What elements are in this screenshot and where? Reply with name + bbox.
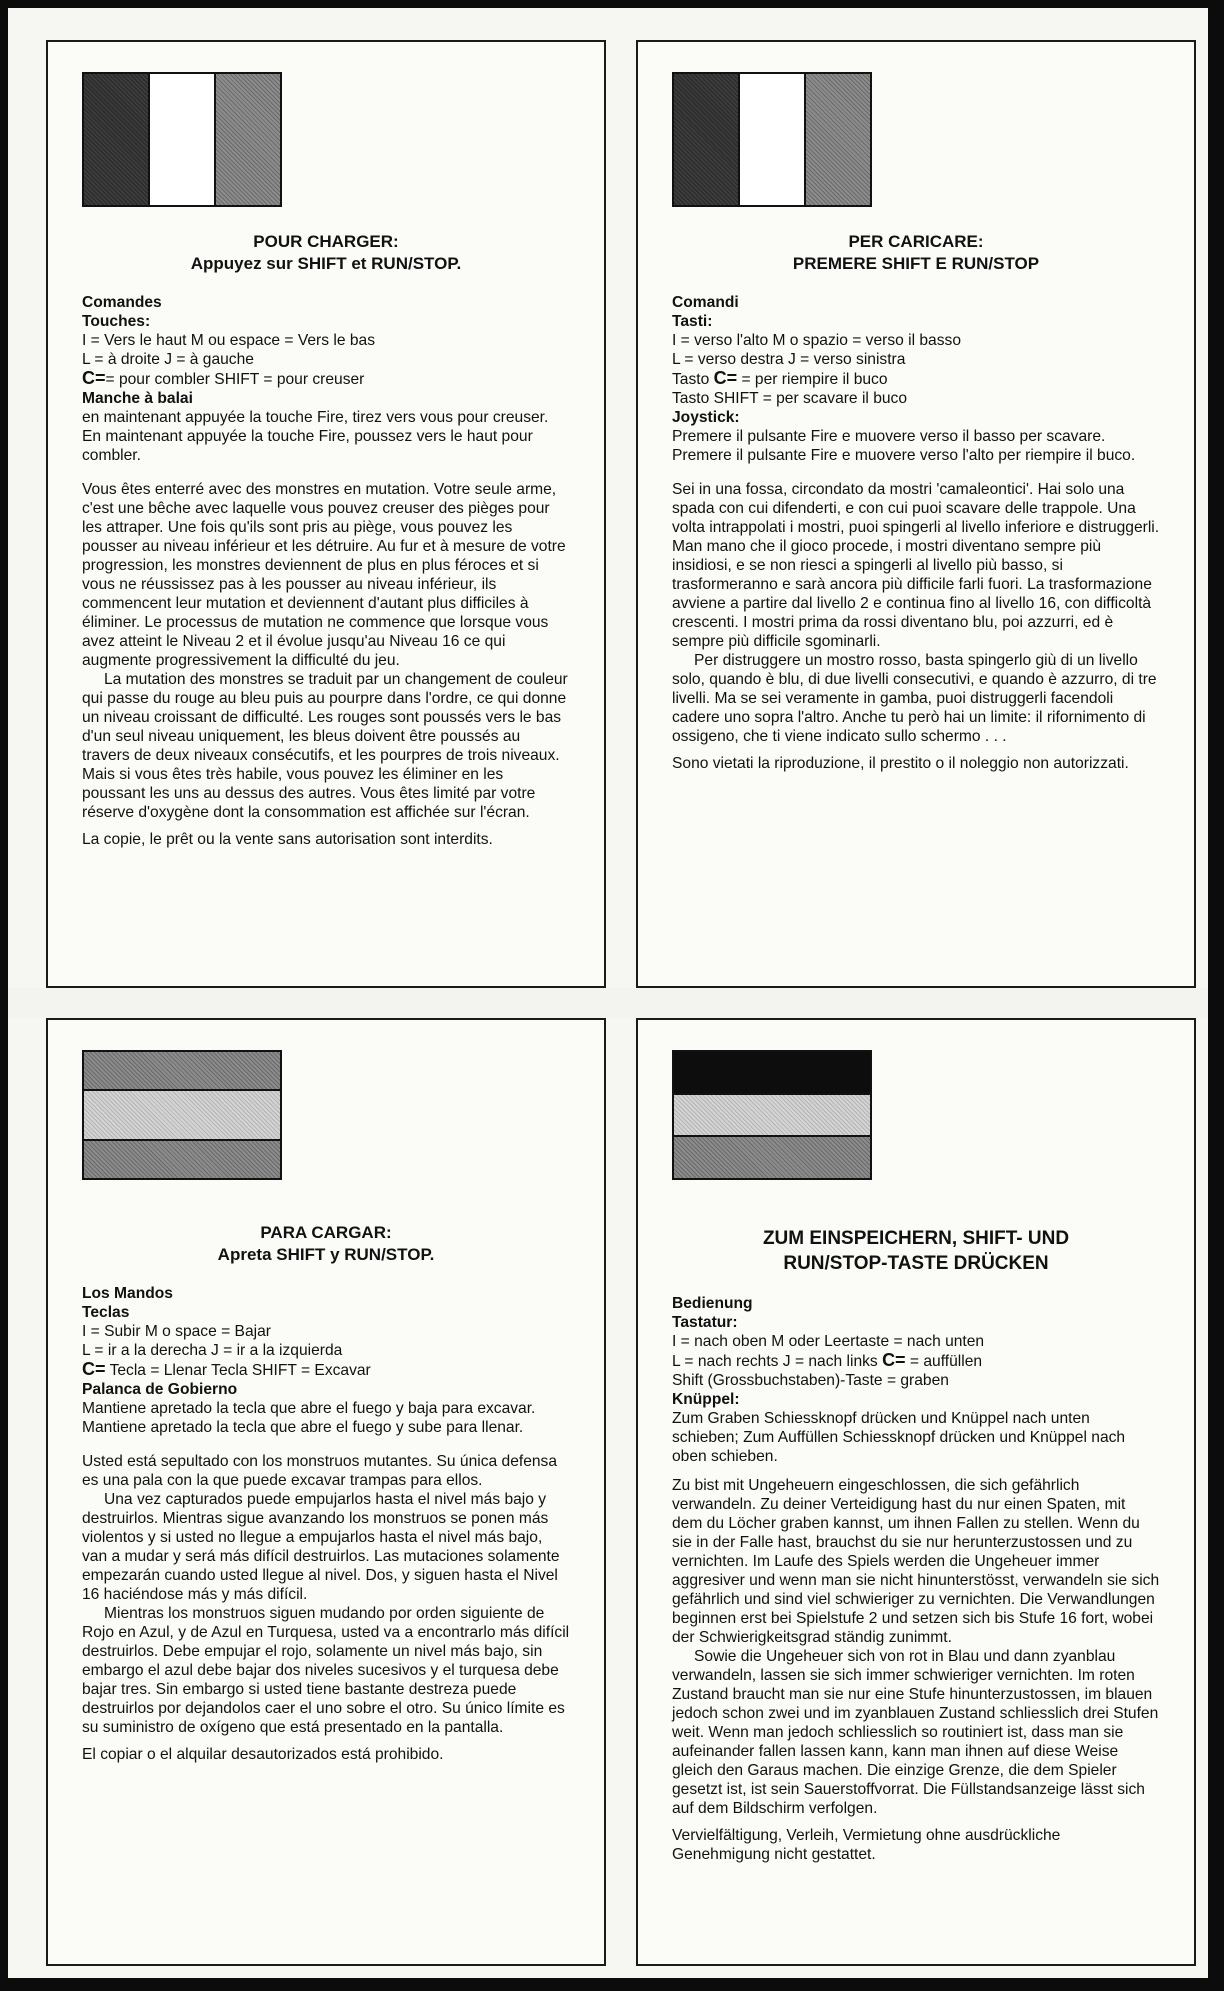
key-line: Tasto SHIFT = per scavare il buco xyxy=(672,390,908,407)
flag-germany xyxy=(672,1050,872,1180)
joystick-line: en maintenant appuyée la touche Fire, tirez vers vous pour creuser. xyxy=(82,409,549,426)
commodore-key-icon: C= xyxy=(713,368,738,388)
copyright-notice: El copiar o el alquilar desautorizados está prohibido. xyxy=(82,1746,444,1763)
joystick-line: Premere il pulsante Fire e muovere verso l'alto per riempire il buco. xyxy=(672,447,1136,464)
flag-italy xyxy=(672,72,872,207)
panel-french xyxy=(46,40,606,988)
key-line: L = nach rechts J = nach links C= = auffüllen xyxy=(672,1350,983,1370)
key-line: L = à droite J = à gauche xyxy=(82,351,254,368)
key-line: I = verso l'alto M o spazio = verso il basso xyxy=(672,332,961,349)
description-paragraph: Sei in una fossa, circondato da mostri 'camaleontici'. Hai solo una spada con cui difenderti, e con cui puoi scavare delle trappole. Una volta intrappolati i mostri, puoi spingerli al livello inferiore e distruggerli. Man mano che il gioco procede, i mostri diventano sempre più insidiosi, e se non riesci a spingerli al livello più basso, si trasformeranno e sarà ancora più difficile farli fuori. La trasformazione avviene a partire dal livello 2 e continua fino al livello 16, con difficoltà crescenti. I mostri prima da rossi diventano blu, poi azzurri, ed è sempre più difficile sgominarli. xyxy=(672,481,1160,650)
key-line: I = nach oben M oder Leertaste = nach unten xyxy=(672,1333,985,1350)
controls-heading: Comandi xyxy=(672,294,739,311)
joystick-heading: Knüppel: xyxy=(672,1391,740,1408)
panel-body xyxy=(82,293,570,849)
panel-body xyxy=(672,293,1160,773)
description-paragraph: Zu bist mit Ungeheuern eingeschlossen, die sich gefährlich verwandeln. Zu deiner Verteidigung hast du nur einen Spaten, mit dem du Löcher graben kannst, um ihnen Fallen zu stellen. Wenn du sie in der Falle hast, brauchst du sie nur herunterzustossen und zu vernichten. Im Laufe des Spiels werden die Ungeheuer immer aggresiver und wenn man sie nicht hinunterstösst, verwandeln sie sich gefährlich und sind viel schwieriger zu vernichten. Die Verwandlungen beginnen erst bei Spielstufe 2 und setzen sich bis Stufe 16 fort, wobei der Schwierigkeitsgrad ständig zunimmt. xyxy=(672,1477,1160,1646)
flag-spain xyxy=(82,1050,282,1180)
joystick-line: Zum Graben Schiessknopf drücken und Knüppel nach unten schieben; Zum Auffüllen Schiessknopf drücken und Knüppel nach oben schieben. xyxy=(672,1410,1126,1465)
panel-body xyxy=(672,1294,1160,1864)
copyright-notice: La copie, le prêt ou la vente sans autorisation sont interdits. xyxy=(82,831,493,848)
panel-italian xyxy=(636,40,1196,988)
copyright-notice: Sono vietati la riproduzione, il prestito o il noleggio non autorizzati. xyxy=(672,755,1129,772)
joystick-heading: Palanca de Gobierno xyxy=(82,1381,238,1398)
joystick-heading: Manche à balai xyxy=(82,390,193,407)
key-line: Shift (Grossbuchstaben)-Taste = graben xyxy=(672,1372,949,1389)
keys-heading: Teclas xyxy=(82,1304,130,1321)
panel-body xyxy=(82,1284,570,1764)
load-instructions-title: PER CARICARE: PREMERE SHIFT E RUN/STOP xyxy=(792,232,1040,273)
load-instructions-title: ZUM EINSPEICHERN, SHIFT- UND RUN/STOP-TASTE DRÜCKEN xyxy=(762,1228,1070,1274)
panel-spanish xyxy=(46,1018,606,1966)
joystick-line: En maintenant appuyée la touche Fire, poussez vers le haut pour combler. xyxy=(82,428,533,464)
description-paragraph: Una vez capturados puede empujarlos hasta el nivel más bajo y destruirlos. Mientras sigue avanzando los monstruos se ponen más violentos y si usted no llegue a empujarlos hasta el nivel más bajo, van a mudar y será más difícil destruirlos. Las mutaciones solamente empezarán cuando usted llegue al nivel. Dos, y siguen hasta el Nivel 16 haciéndose más y más difícil. xyxy=(82,1491,560,1603)
description-paragraph: Sowie die Ungeheuer sich von rot in Blau und dann zyanblau verwandeln, lassen sie sich immer schwieriger vernichten. Im roten Zustand braucht man sie nur eine Stufe hinunterzustossen, im blauen jedoch schon zwei und im zyanblauen Zustand schliesslich drei Stufen weit. Wenn man jedoch schliesslich so routiniert ist, dass man sie aufeinander fallen lassen kann, kann man ihnen auf diese Weise gleich den Garaus machen. Die einzige Grenze, die dem Spieler gesetzt ist, ist sein Sauerstoffvorrat. Die Füllstandsanzeige lässt sich auf dem Bildschirm verfolgen. xyxy=(672,1648,1159,1817)
description-paragraph: La mutation des monstres se traduit par un changement de couleur qui passe du rouge au bleu puis au pourpre dans l'ordre, ce qui donne un niveau croissant de difficulté. Les rouges sont poussés vers le bas d'un seul niveau uniquement, les bleus doivent être poussés au travers de deux niveaux consécutifs, et les pourpres de trois niveaux. Mais si vous êtes très habile, vous pouvez les éliminer en les poussant les uns au dessus des autres. Vous êtes limité par votre réserve d'oxygène dont la consommation est affichée sur l'écran. xyxy=(82,671,568,821)
controls-heading: Los Mandos xyxy=(82,1285,173,1302)
fold-line xyxy=(8,988,1208,1018)
description-paragraph: Per distruggere un mostro rosso, basta spingerlo giù di un livello solo, quando è blu, di due livelli consecutivi, e quando è azzurro, di tre livelli. Ma se sei veramente in gamba, puoi distruggerli facendoli cadere uno sopra l'altro. Anche tu però hai un limite: il rifornimento di ossigeno, che ti viene indicato sullo schermo . . . xyxy=(672,652,1157,745)
copyright-notice: Vervielfältigung, Verleih, Vermietung ohne ausdrückliche Genehmigung nicht gestattet. xyxy=(672,1827,1061,1863)
joystick-line: Premere il pulsante Fire e muovere verso il basso per scavare. xyxy=(672,428,1106,445)
key-line: I = Subir M o space = Bajar xyxy=(82,1323,271,1340)
key-line: Tasto C= = per riempire il buco xyxy=(672,368,888,388)
keys-heading: Tasti: xyxy=(672,313,713,330)
key-line: L = verso destra J = verso sinistra xyxy=(672,351,906,368)
commodore-key-icon: C= xyxy=(882,1350,906,1370)
keys-heading: Touches: xyxy=(82,313,151,330)
key-line: I = Vers le haut M ou espace = Vers le bas xyxy=(82,332,375,349)
instruction-sheet xyxy=(8,8,1208,1978)
keys-heading: Tastatur: xyxy=(672,1314,738,1331)
key-line: C== pour combler SHIFT = pour creuser xyxy=(82,368,365,388)
key-line: L = ir a la derecha J = ir a la izquierda xyxy=(82,1342,343,1359)
key-line: C= Tecla = Llenar Tecla SHIFT = Excavar xyxy=(82,1359,371,1379)
joystick-heading: Joystick: xyxy=(672,409,740,426)
joystick-line: Mantiene apretado la tecla que abre el fuego y baja para excavar. Mantiene apretado la tecla que abre el fuego y sube para llenar. xyxy=(82,1400,536,1436)
flag-france xyxy=(82,72,282,207)
controls-heading: Comandes xyxy=(82,294,162,311)
panel-german xyxy=(636,1018,1196,1966)
commodore-key-icon: C= xyxy=(82,1359,106,1379)
commodore-key-icon: C= xyxy=(82,368,106,388)
controls-heading: Bedienung xyxy=(672,1295,753,1312)
description-paragraph: Vous êtes enterré avec des monstres en mutation. Votre seule arme, c'est une bêche avec laquelle vous pouvez creuser des pièges pour les attraper. Une fois qu'ils sont pris au piège, vous pouvez les pousser au niveau inférieur et les détruire. Au fur et à mesure de votre progression, les monstres deviennent de plus en plus féroces et si vous ne réussissez pas à les pousser au niveau inférieur, ils commencent leur mutation et deviennent d'autant plus difficiles à éliminer. Le processus de mutation ne commence que lorsque vous avez atteint le Niveau 2 et il évolue jusqu'au Niveau 16 ce qui augmente progressivement la difficulté du jeu. xyxy=(82,481,566,669)
description-paragraph: Mientras los monstruos siguen mudando por orden siguiente de Rojo en Azul, y de Azul en Turquesa, usted va a encontrarlo más difícil destruirlos. Debe empujar el rojo, solamente un nivel más bajo, sin embargo el azul debe bajar dos niveles sucesivos y el turquesa debe bajar tres. Sin embargo si usted tiene bastante destreza puede destruirlos por dejandolos caer el uno sobre el otro. Su único límite es su suministro de oxígeno que está presentado en la pantalla. xyxy=(82,1605,570,1736)
load-instructions-title: PARA CARGAR: Apreta SHIFT y RUN/STOP. xyxy=(217,1223,435,1264)
description-paragraph: Usted está sepultado con los monstruos mutantes. Su única defensa es una pala con la que puede excavar trampas para ellos. xyxy=(82,1453,558,1489)
load-instructions-title: POUR CHARGER: Appuyez sur SHIFT et RUN/STOP. xyxy=(190,232,462,273)
